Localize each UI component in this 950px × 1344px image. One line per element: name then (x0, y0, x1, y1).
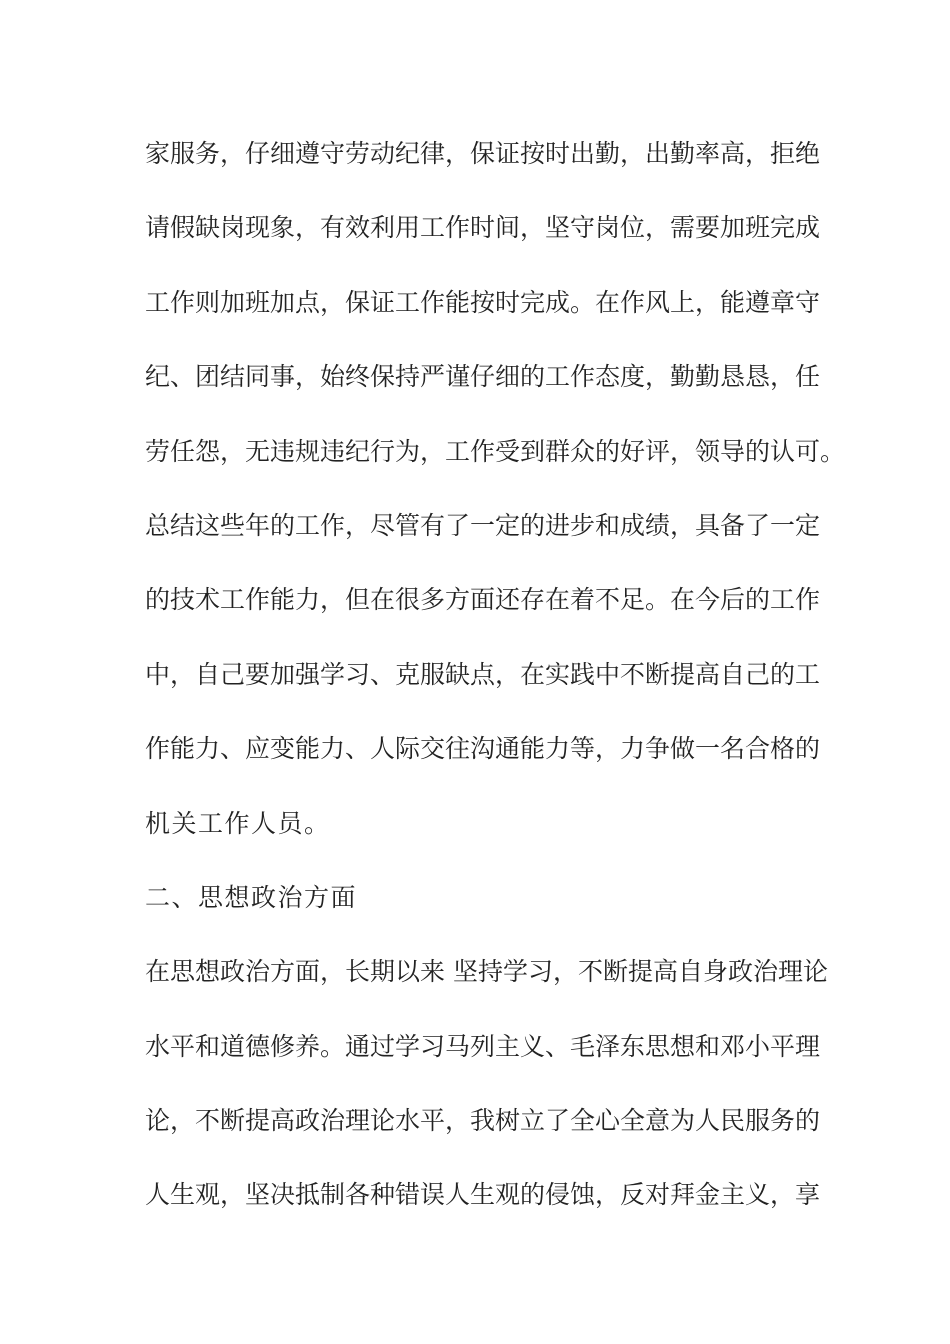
text-line: 水平和道德修养。通过学习马列主义、毛泽东思想和邓小平理 (145, 1031, 821, 1061)
body-text (145, 126, 846, 1242)
text-line: 人生观，坚决抵制各种错误人生观的侵蚀，反对拜金主义，享 (145, 1180, 821, 1210)
text-line: 总结这些年的工作，尽管有了一定的进步和成绩，具备了一定 (145, 510, 821, 540)
text-line: 论，不断提高政治理论水平，我树立了全心全意为人民服务的 (145, 1106, 821, 1136)
text-line: 中，自己要加强学习、克服缺点，在实践中不断提高自己的工 (145, 659, 821, 689)
text-line: 劳任怨，无违规违纪行为，工作受到群众的好评，领导的认可。 (145, 436, 846, 466)
text-line: 机关工作人员。 (145, 808, 331, 838)
text-line: 作能力、应变能力、人际交往沟通能力等，力争做一名合格的 (145, 734, 821, 764)
text-line: 工作则加班加点，保证工作能按时完成。在作风上，能遵章守 (145, 287, 821, 317)
text-line: 家服务，仔细遵守劳动纪律，保证按时出勤，出勤率高，拒绝 (145, 139, 821, 168)
text-line: 纪、团结同事，始终保持严谨仔细的工作态度，勤勤恳恳，任 (145, 362, 821, 392)
text-line: 请假缺岗现象，有效利用工作时间，坚守岗位，需要加班完成 (145, 213, 821, 243)
section-heading: 二、思想政治方面 (145, 882, 358, 912)
text-line: 的技术工作能力，但在很多方面还存在着不足。在今后的工作 (145, 585, 821, 615)
text-line: 在思想政治方面，长期以来 坚持学习，不断提高自身政治理论 (145, 957, 828, 987)
